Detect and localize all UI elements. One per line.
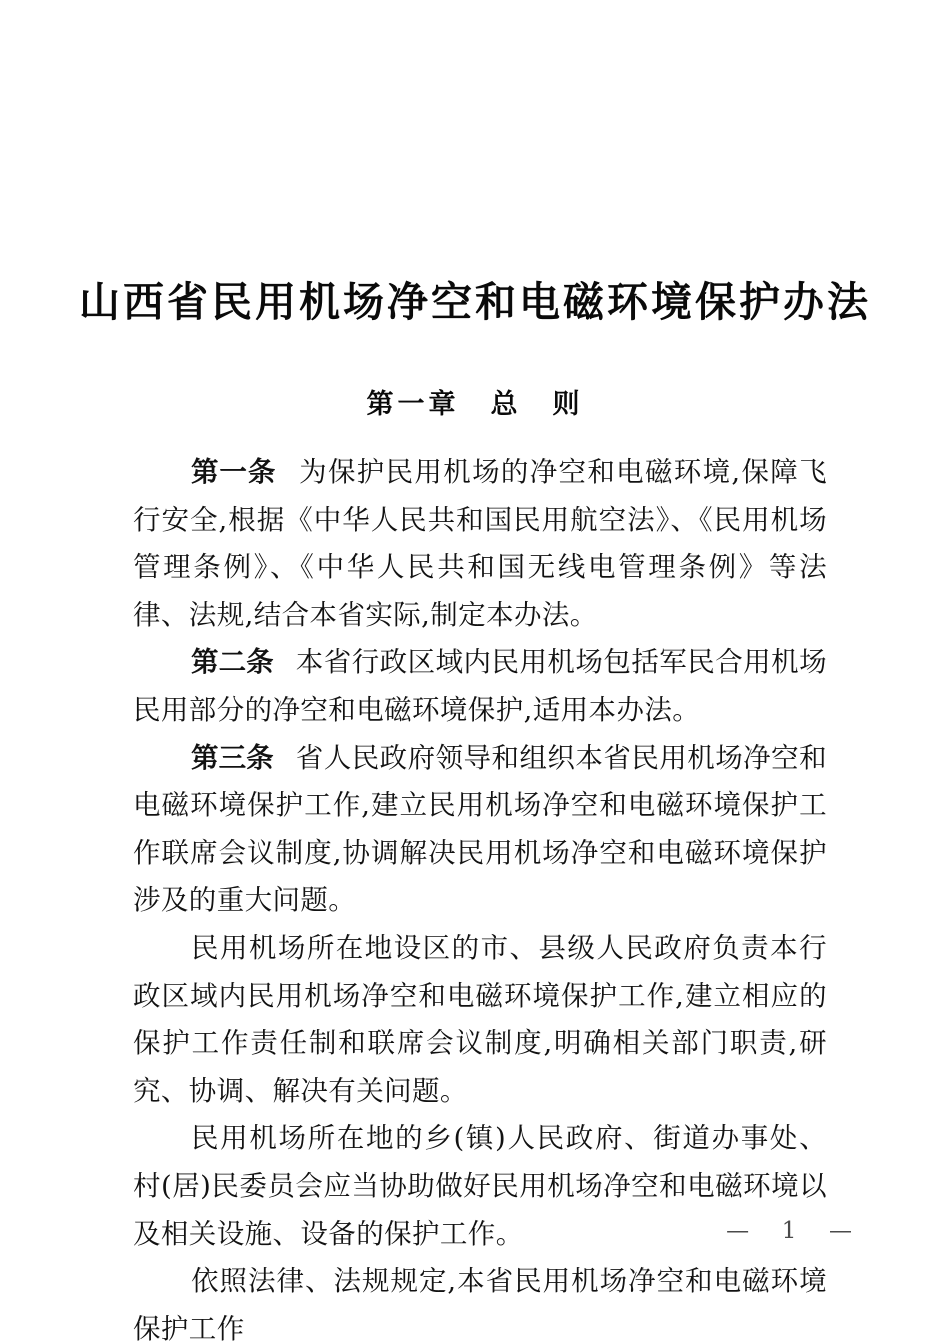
body-paragraph-1: 民用机场所在地设区的市、县级人民政府负责本行政区域内民用机场净空和电磁环境保护工作,建立相应的保护工作责任制和联席会议制度,明确相关部门职责,研究、协调、解决有关问题。 [133,931,827,1107]
article-text-1: 为保护民用机场的净空和电磁环境,保障飞行安全,根据《中华人民共和国民用航空法》、《民用机场管理条例》、《中华人民共和国无线电管理条例》等法律、法规,结合本省实际,制定本办法。 [133,456,827,631]
body-paragraph-2: 民用机场所在地的乡(镇)人民政府、街道办事处、村(居)民委员会应当协助做好民用机场净空和电磁环境以及相关设施、设备的保护工作。 [133,1122,827,1250]
article-label-2: 第二条 [191,646,274,679]
body-paragraph-3: 依照法律、法规规定,本省民用机场净空和电磁环境保护工作 [133,1265,827,1343]
article-label-1: 第一条 [191,456,277,488]
article-paragraph-3 [133,735,827,925]
page-number-footer: — 1 — [726,1218,858,1244]
chapter-heading: 第一章 总 则 [366,389,584,421]
article-text-3: 省人民政府领导和组织本省民用机场净空和电磁环境保护工作,建立民用机场净空和电磁环境保护工作联席会议制度,协调解决民用机场净空和电磁环境保护涉及的重大问题。 [133,741,828,917]
article-paragraph-2 [133,639,827,734]
article-paragraph-1 [133,449,827,639]
document-title: 山西省民用机场净空和电磁环境保护办法 [79,278,871,327]
document-body [133,449,827,1343]
article-text-2: 本省行政区域内民用机场包括军民合用机场民用部分的净空和电磁环境保护,适用本办法。 [133,646,828,726]
article-label-3: 第三条 [191,741,274,774]
